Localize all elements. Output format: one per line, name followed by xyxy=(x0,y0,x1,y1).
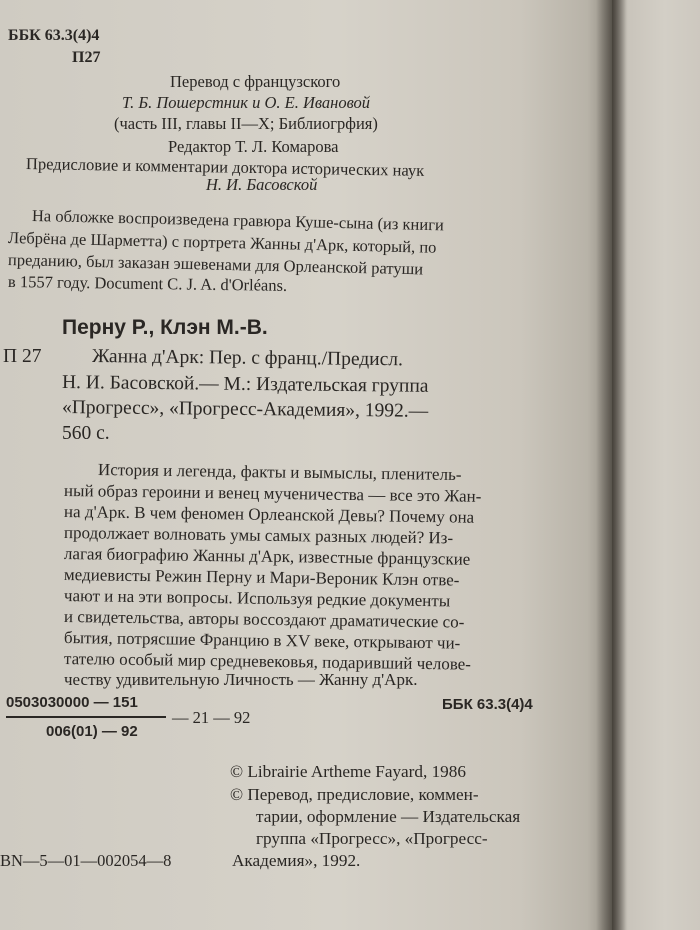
copyright-line: группа «Прогресс», «Прогресс- xyxy=(256,829,488,848)
editor-credit: Редактор Т. Л. Комарова xyxy=(168,137,339,156)
annotation-line: История и легенда, факты и вымыслы, пленитель- xyxy=(97,460,462,485)
bib-line: «Прогресс», «Прогресс-Академия», 1992.— xyxy=(61,397,429,422)
formula-denominator: 006(01) — 92 xyxy=(46,723,138,740)
formula-suffix: — 21 — 92 xyxy=(172,708,251,727)
formula-numerator: 0503030000 — 151 xyxy=(6,694,138,711)
bbk-code-top: ББК 63.3(4)4 xyxy=(8,27,100,44)
bib-authors: Перну Р., Клэн М.-В. xyxy=(62,316,268,339)
bib-line: 560 с. xyxy=(62,423,110,444)
cover-note-line: в 1557 году. Document C. J. A. d'Orléans. xyxy=(7,272,288,295)
bib-line: Н. И. Басовской.— М.: Издательская группа xyxy=(61,372,429,397)
cover-note-line: На обложке воспроизведена гравюра Куше-сына (из книги xyxy=(31,206,445,235)
annotation-line: бытия, потрясшие Францию в XV веке, открывают чи- xyxy=(63,628,461,653)
translators: Т. Б. Пошерстник и О. Е. Ивановой xyxy=(122,93,371,112)
annotation-line: на д'Арк. В чем феномен Орлеанской Девы? Почему она xyxy=(63,502,475,527)
annotation-line: ный образ героини и венец мученичества — все это Жан- xyxy=(63,481,482,506)
formula-fraction-bar xyxy=(6,716,166,718)
preface-author: Н. И. Басовской xyxy=(206,175,318,194)
annotation-line: продолжает волновать умы самых разных людей? Из- xyxy=(63,523,454,548)
cover-note-line: Лебрёна де Шарметта) с портрета Жанны д'Арк, который, по xyxy=(7,228,437,257)
bbk-code-bottom: ББК 63.3(4)4 xyxy=(442,696,533,713)
annotation-line: честву удивительную Личность — Жанну д'Арк. xyxy=(64,670,418,689)
copyright-line: Академия», 1992. xyxy=(232,851,361,870)
annotation-line: и свидетельства, авторы воссоздают драматические со- xyxy=(63,607,465,632)
bib-line: Жанна д'Арк: Пер. с франц./Предисл. xyxy=(91,346,404,371)
copyright-line: тарии, оформление — Издательская xyxy=(256,807,521,826)
copyright-line: © Librairie Artheme Fayard, 1986 xyxy=(230,762,466,781)
translation-credit: Перевод с французского xyxy=(170,72,341,91)
annotation-line: тателю особый мир средневековья, подаривший челове- xyxy=(63,649,472,674)
translation-scope: (часть III, главы II—X; Библиогрфия) xyxy=(114,114,378,133)
isbn: BN—5—01—002054—8 xyxy=(0,851,172,870)
catalog-code-top: П27 xyxy=(72,49,101,66)
annotation-line: лагая биографию Жанны д'Арк, известные французские xyxy=(63,544,471,569)
annotation-line: медиевисты Режин Перну и Мари-Вероник Клэн отве- xyxy=(63,565,460,590)
annotation-line: чают и на эти вопросы. Используя редкие документы xyxy=(63,586,451,611)
bib-code: П 27 xyxy=(3,346,42,367)
page-gutter-shadow xyxy=(596,0,626,930)
copyright-line: © Перевод, предисловие, коммен- xyxy=(230,785,479,804)
cover-note-line: преданию, был заказан эшевенами для Орлеанской ратуши xyxy=(7,250,424,279)
preface-credit: Предисловие и комментарии доктора исторических наук xyxy=(25,154,425,180)
